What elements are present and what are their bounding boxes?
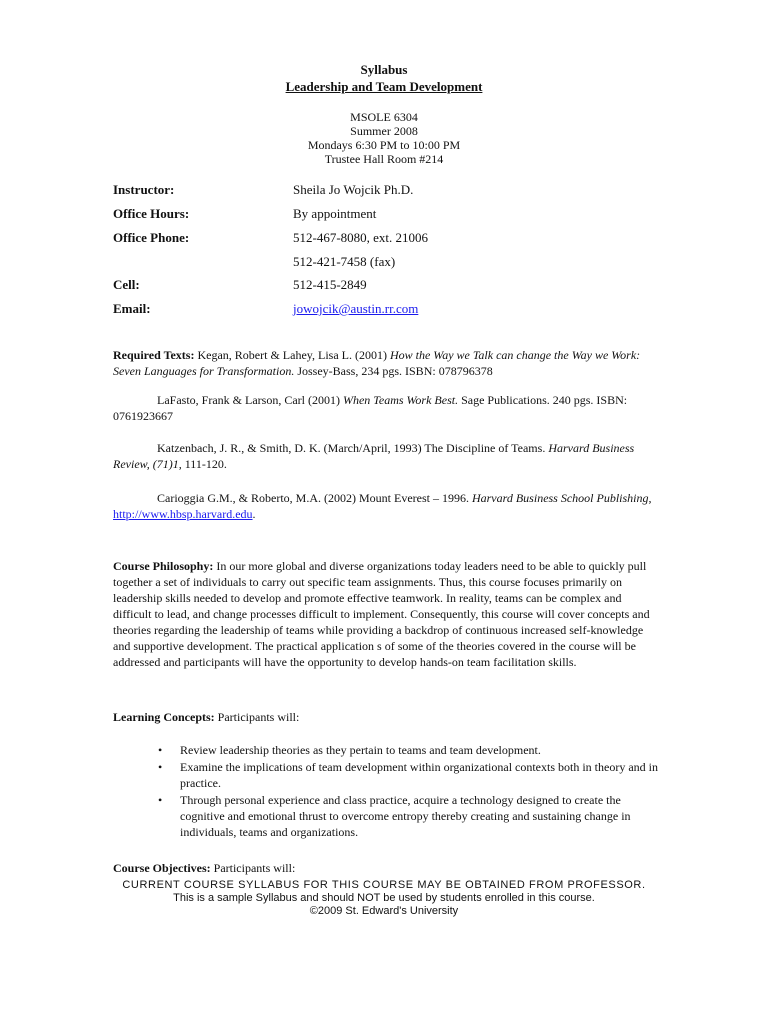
course-schedule: Mondays 6:30 PM to 10:00 PM bbox=[307, 138, 461, 152]
office-hours-label: Office Hours: bbox=[113, 206, 190, 221]
learning-concepts: Learning Concepts: Participants will: bbox=[113, 710, 300, 724]
required-text-3: Katzenbach, J. R., & Smith, D. K. (March/April, 1993) The Discipline of Teams. Harvard Business Review, (71)1, 111-120. bbox=[113, 441, 635, 471]
learning-concepts-list bbox=[113, 742, 658, 841]
office-hours-value: By appointment bbox=[293, 206, 377, 221]
document-subtitle: Leadership and Team Development bbox=[285, 79, 483, 94]
cell-label: Cell: bbox=[113, 277, 140, 292]
hbsp-link[interactable]: http://www.hbsp.harvard.edu bbox=[113, 507, 253, 521]
course-philosophy-label: Course Philosophy: bbox=[113, 559, 214, 573]
footer-notice: CURRENT COURSE SYLLABUS FOR THIS COURSE MAY BE OBTAINED FROM PROFESSOR. bbox=[122, 879, 646, 891]
course-code: MSOLE 6304 bbox=[350, 110, 418, 124]
required-text-1: Required Texts: Kegan, Robert & Lahey, Lisa L. (2001) How the Way we Talk can change the Way we Work: Seven Languages for Transformation. Jossey-Bass, 234 pgs. ISBN: 078796378 bbox=[113, 348, 641, 378]
list-item: • Examine the implications of team development within organizational contexts both in theory and in practice. bbox=[158, 760, 658, 790]
instructor-value: Sheila Jo Wojcik Ph.D. bbox=[293, 182, 414, 197]
course-objectives: Course Objectives: Participants will: bbox=[113, 861, 296, 875]
email-label: Email: bbox=[113, 301, 151, 316]
required-text-4: Carioggia G.M., & Roberto, M.A. (2002) Mount Everest – 1996. Harvard Business School Publishing, http://www.hbsp.harvard.edu. bbox=[113, 491, 652, 521]
learning-concepts-label: Learning Concepts: bbox=[113, 710, 215, 724]
cell-value: 512-415-2849 bbox=[293, 277, 367, 292]
course-term: Summer 2008 bbox=[350, 124, 418, 138]
course-objectives-label: Course Objectives: bbox=[113, 861, 211, 875]
list-item: • Through personal experience and class practice, acquire a technology designed to create the cognitive and emotional thrust to overcome entropy thereby creating and sustaining change in individuals, teams and organizations. bbox=[158, 793, 631, 839]
course-room: Trustee Hall Room #214 bbox=[324, 152, 444, 166]
required-texts-label: Required Texts: bbox=[113, 348, 195, 362]
office-phone-label: Office Phone: bbox=[113, 230, 190, 245]
bullet-icon: • bbox=[158, 743, 163, 757]
course-philosophy bbox=[113, 558, 658, 670]
footer-disclaimer: This is a sample Syllabus and should NOT be used by students enrolled in this course. bbox=[173, 892, 595, 904]
bullet-icon: • bbox=[158, 793, 163, 807]
list-item: • Review leadership theories as they pertain to teams and team development. bbox=[158, 743, 541, 757]
document-title: Syllabus bbox=[360, 62, 408, 77]
required-text-2: LaFasto, Frank & Larson, Carl (2001) When Teams Work Best. Sage Publications. 240 pgs. ISBN: 0761923667 bbox=[113, 393, 628, 423]
bullet-icon: • bbox=[158, 760, 163, 774]
course-philosophy-text: In our more global and diverse organizations today leaders need to be able to quickly pull together a set of individuals to carry out specific team assignments. Thus, this course focuses primarily on leadership skills needed to develop and promote effective teamwork. In reality, teams can be complex and difficult to lead, and change processes difficult to implement. Consequently, this course will cover concepts and theories regarding the leadership of teams while providing a backdrop of continuous increased self-knowledge and supportive development. The practical application s of some of the theories covered in the course will be addressed and participants will have the opportunity to develop hands-on team facilitation skills. bbox=[113, 559, 650, 669]
fax-value: 512-421-7458 (fax) bbox=[293, 254, 396, 269]
email-link[interactable]: jowojcik@austin.rr.com bbox=[293, 301, 419, 316]
footer-copyright: ©2009 St. Edward's University bbox=[309, 905, 459, 917]
instructor-label: Instructor: bbox=[113, 182, 175, 197]
office-phone-value: 512-467-8080, ext. 21006 bbox=[293, 230, 429, 245]
